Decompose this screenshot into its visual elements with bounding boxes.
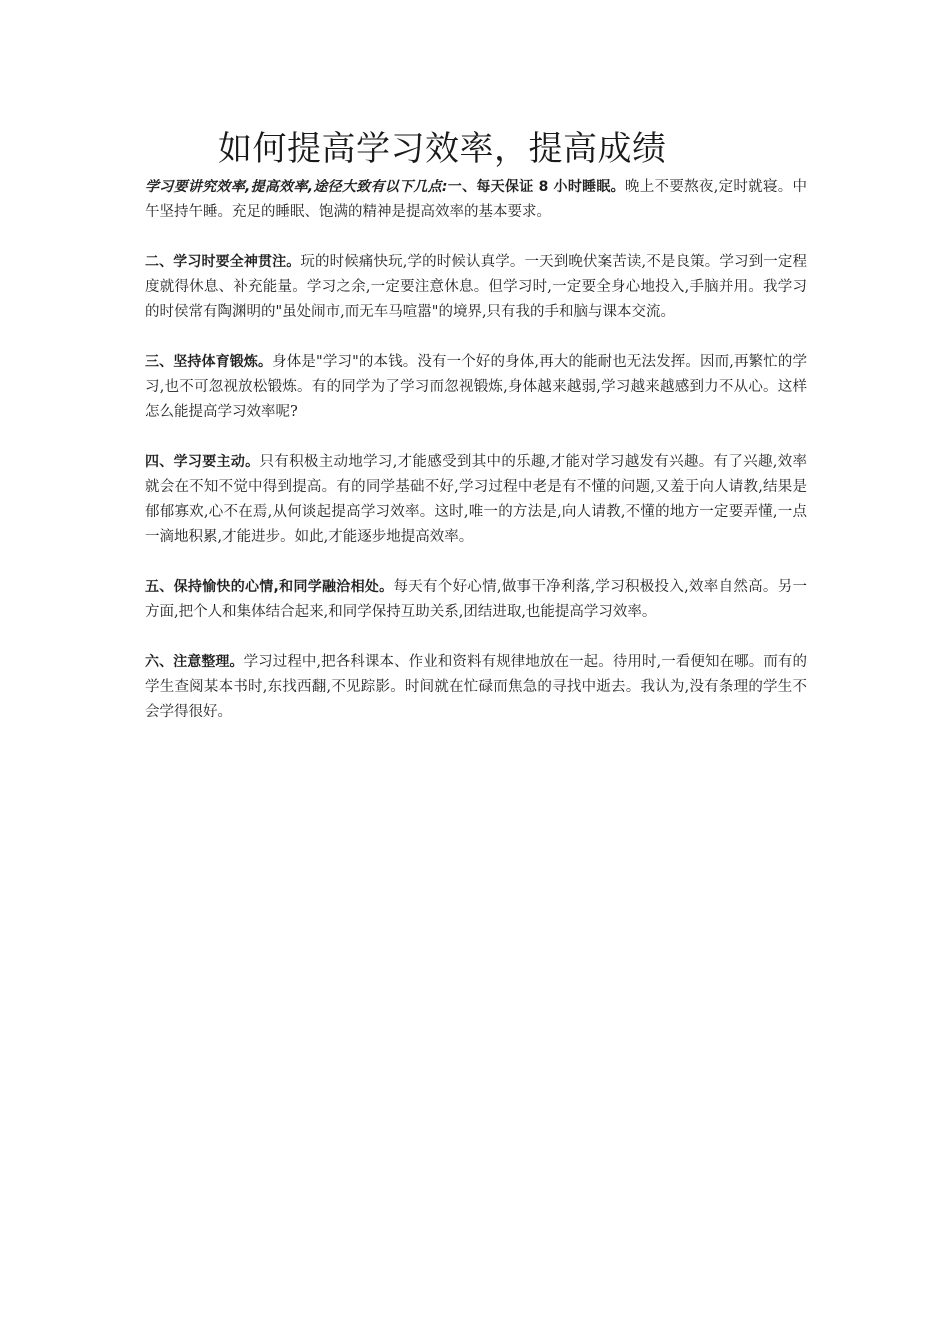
section-heading-exercise: 三、坚持体育锻炼。 xyxy=(145,354,273,370)
section-heading-initiative: 四、学习要主动。 xyxy=(145,454,260,470)
section-heading-organize: 六、注意整理。 xyxy=(145,654,244,670)
paragraph-text: 身体是"学习"的本钱。没有一个好的身体,再大的能耐也无法发挥。因而,再繁忙的学习,也不可忽视放松锻炼。有的同学为了学习而忽视锻炼,身体越来越弱,学习越来越感到力不从心。这样怎么能提高学习效率呢? xyxy=(145,354,807,420)
paragraph-initiative xyxy=(145,450,807,550)
paragraph-organize xyxy=(145,650,807,725)
section-heading-sleep: 一、每天保证 8 小时睡眠。 xyxy=(447,179,625,195)
paragraph-text: 晚上不要熬夜,定时就寝。中午坚持午睡。充足的睡眠、饱满的精神是提高效率的基本要求。 xyxy=(145,179,808,220)
paragraph-text: 只有积极主动地学习,才能感受到其中的乐趣,才能对学习越发有兴趣。有了兴趣,效率就会在不知不觉中得到提高。有的同学基础不好,学习过程中老是有不懂的问题,又羞于向人请教,结果是郁郁寡欢,心不在焉,从何谈起提高学习效率。这时,唯一的方法是,向人请教,不懂的地方一定要弄懂,一点一滴地积累,才能进步。如此,才能逐步地提高效率。 xyxy=(145,454,808,545)
paragraph-text: 每天有个好心情,做事干净利落,学习积极投入,效率自然高。另一方面,把个人和集体结合起来,和同学保持互助关系,团结进取,也能提高学习效率。 xyxy=(145,579,807,620)
intro-lead: 学习要讲究效率,提高效率,途径大致有以下几点: xyxy=(145,179,448,195)
paragraph-text: 学习过程中,把各科课本、作业和资料有规律地放在一起。待用时,一看便知在哪。而有的学生查阅某本书时,东找西翻,不见踪影。时间就在忙碌而焦急的寻找中逝去。我认为,没有条理的学生不会学得很好。 xyxy=(145,654,807,720)
paragraph-focus xyxy=(145,250,807,325)
page-title: 如何提高学习效率，提高成绩 xyxy=(218,129,667,169)
paragraph-intro xyxy=(145,175,807,225)
paragraph-mood xyxy=(145,575,807,625)
paragraph-exercise xyxy=(145,350,807,425)
document-body xyxy=(145,175,807,750)
section-heading-mood: 五、保持愉快的心情,和同学融洽相处。 xyxy=(145,579,394,595)
paragraph-text: 玩的时候痛快玩,学的时候认真学。一天到晚伏案苦读,不是良策。学习到一定程度就得休息、补充能量。学习之余,一定要注意休息。但学习时,一定要全身心地投入,手脑并用。我学习的时侯常有陶渊明的"虽处闹市,而无车马喧嚣"的境界,只有我的手和脑与课本交流。 xyxy=(145,254,808,320)
section-heading-focus: 二、学习时要全神贯注。 xyxy=(145,254,301,270)
